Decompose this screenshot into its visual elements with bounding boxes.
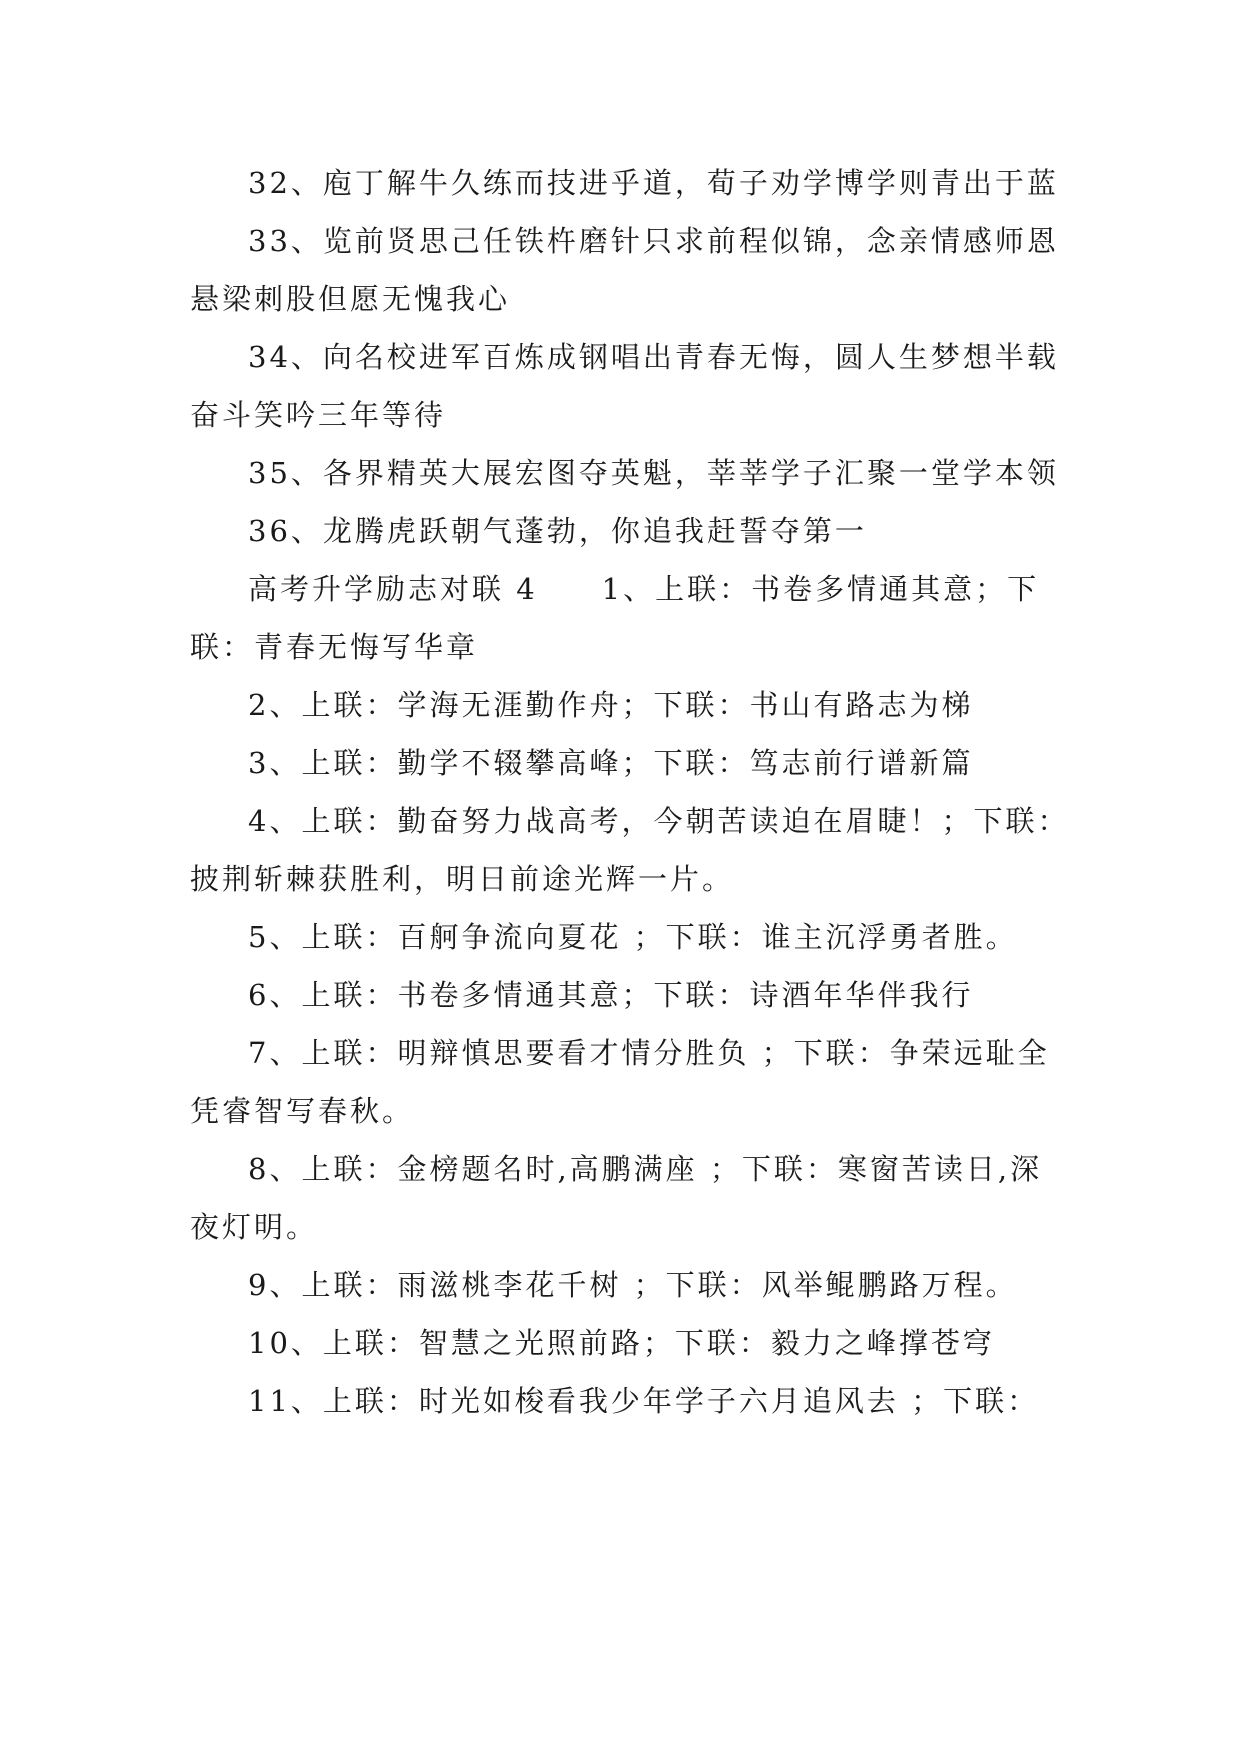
paragraph: 9、上联：雨滋桃李花千树 ；下联：风举鲲鹏路万程。 [248, 1268, 1018, 1302]
paragraph: 32、庖丁解牛久练而技进乎道，荀子劝学博学则青出于蓝 [248, 166, 1059, 200]
paragraph: 3、上联：勤学不辍攀高峰；下联：笃志前行谱新篇 [248, 746, 974, 780]
document-body [190, 154, 1070, 1430]
paragraph: 35、各界精英大展宏图夺英魁，莘莘学子汇聚一堂学本领 [248, 456, 1059, 490]
paragraph: 6、上联：书卷多情通其意；下联：诗酒年华伴我行 [248, 978, 974, 1012]
paragraph: 36、龙腾虎跃朝气蓬勃，你追我赶誓夺第一 [248, 514, 867, 548]
paragraph: 2、上联：学海无涯勤作舟；下联：书山有路志为梯 [248, 688, 974, 722]
paragraph: 高考升学励志对联 4 1、上联：书卷多情通其意；下联：青春无悔写华章 [190, 572, 1040, 664]
paragraph: 7、上联：明辩慎思要看才情分胜负 ；下联：争荣远耻全凭睿智写春秋。 [190, 1036, 1050, 1128]
paragraph: 34、向名校进军百炼成钢唱出青春无悔，圆人生梦想半载奋斗笑吟三年等待 [190, 340, 1059, 432]
paragraph: 5、上联：百舸争流向夏花 ；下联：谁主沉浮勇者胜。 [248, 920, 1018, 954]
paragraph: 11、上联：时光如梭看我少年学子六月追风去 ；下联： [248, 1384, 1040, 1418]
paragraph: 4、上联：勤奋努力战高考，今朝苦读迫在眉睫！；下联：披荆斩棘获胜利，明日前途光辉一片。 [190, 804, 1070, 896]
paragraph: 10、上联：智慧之光照前路；下联：毅力之峰撑苍穹 [248, 1326, 995, 1360]
paragraph: 8、上联：金榜题名时,高鹏满座 ；下联：寒窗苦读日,深夜灯明。 [190, 1152, 1043, 1244]
paragraph: 33、览前贤思己任铁杵磨针只求前程似锦，念亲情感师恩悬梁刺股但愿无愧我心 [190, 224, 1059, 316]
